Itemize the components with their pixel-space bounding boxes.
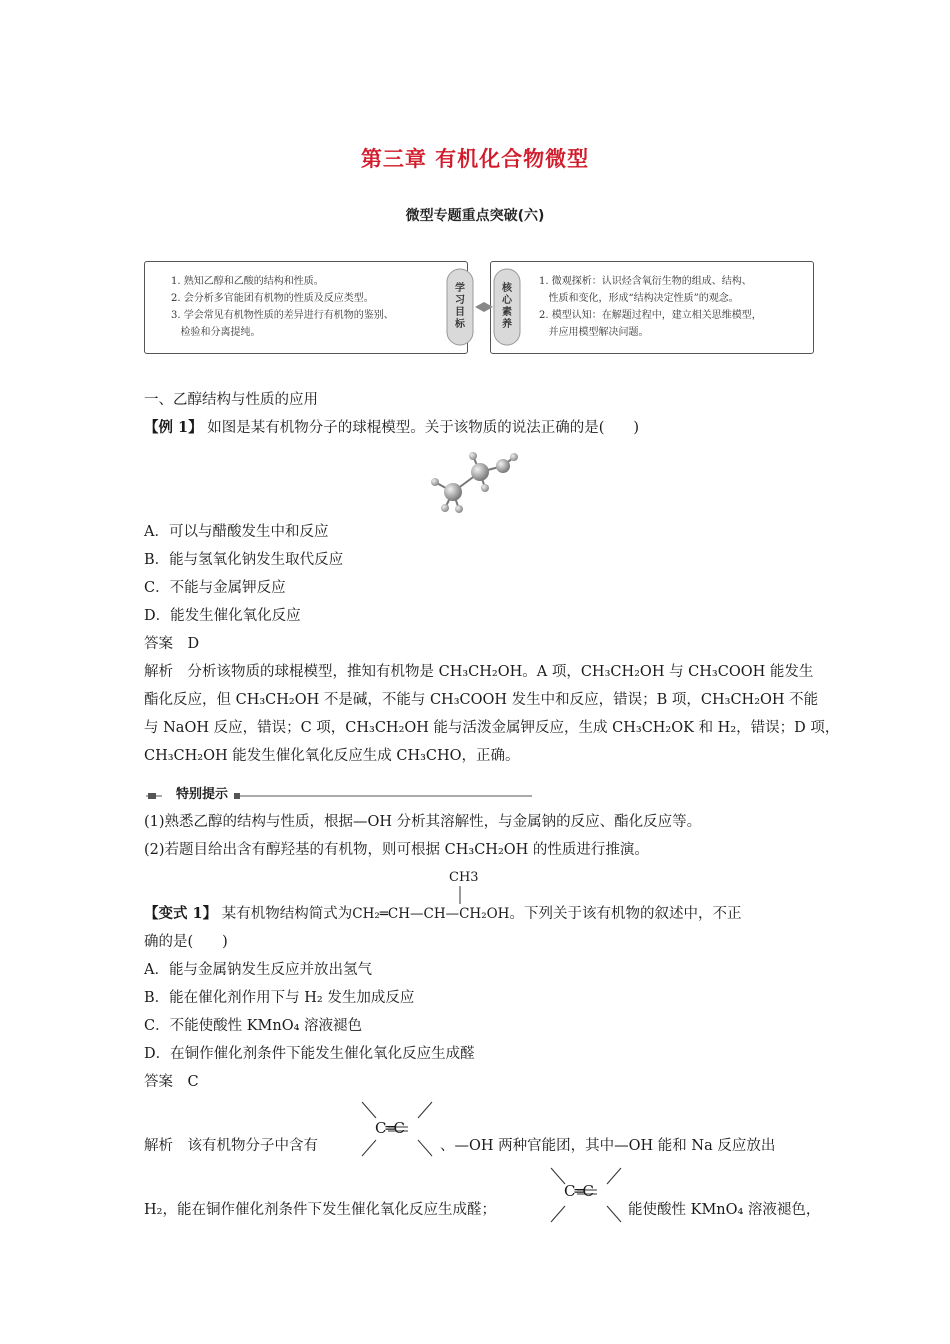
chapter-title: 第三章 有机化合物微型 xyxy=(360,147,590,171)
formula-bond xyxy=(457,886,463,904)
tip-line: (1)熟悉乙醇的结构与性质，根据—OH 分析其溶解性，与金属钠的反应、酯化反应等。 xyxy=(144,814,702,830)
cc-label: C═C xyxy=(375,1119,404,1137)
variant-option-d: D．在铜作催化剂条件下能发生催化氧化反应生成醛 xyxy=(144,1046,475,1062)
analysis-line: CH₃CH₂OH 能发生催化氧化反应生成 CH₃CHO，正确。 xyxy=(144,748,520,764)
example-text: 如图是某有机物分子的球棍模型。关于该物质的说法正确的是( ) xyxy=(207,420,640,436)
goal-item: 1. 熟知乙醇和乙酸的结构和性质。 xyxy=(171,276,324,287)
variant-question-line2: 确的是( ) xyxy=(144,934,228,950)
section-heading: 一、乙醇结构与性质的应用 xyxy=(144,392,318,408)
literacy-item: 并应用模型解决问题。 xyxy=(539,327,649,338)
option-c: C．不能与金属钾反应 xyxy=(144,580,286,596)
tip-line: (2)若题目给出含有醇羟基的有机物，则可根据 CH₃CH₂OH 的性质进行推演。 xyxy=(144,842,649,858)
learning-goals-tab: 学习目标 xyxy=(455,283,465,330)
learning-goals-box xyxy=(144,261,468,354)
variant-text-after: 。下列关于该有机物的叙述中，不正 xyxy=(509,906,742,922)
goal-item: 3. 学会常见有机物性质的差异进行有机物的鉴别、 xyxy=(171,310,394,321)
variant-option-b: B．能在催化剂作用下与 H₂ 发生加成反应 xyxy=(144,990,415,1006)
analysis-line: 与 NaOH 反应，错误；C 项，CH₃CH₂OH 能与活泼金属钾反应，生成 CH₃CH₂OK 和 H₂，错误；D 项， xyxy=(144,720,840,736)
variant-analysis-line: 、—OH 两种官能团，其中—OH 能和 Na 反应放出 xyxy=(440,1138,776,1154)
literacy-item: 2. 模型认知：在解题过程中，建立相关思维模型， xyxy=(539,310,762,321)
variant-analysis-line: 解析 该有机物分子中含有 xyxy=(144,1138,318,1154)
option-a: A．可以与醋酸发生中和反应 xyxy=(144,524,329,540)
variant-1-question xyxy=(144,904,741,924)
option-d: D．能发生催化氧化反应 xyxy=(144,608,301,624)
page-subtitle: 微型专题重点突破(六) xyxy=(405,208,545,224)
variant-option-a: A．能与金属钠发生反应并放出氢气 xyxy=(144,962,372,978)
variant-analysis-line: H₂，能在铜作催化剂条件下发生催化氧化反应生成醛； xyxy=(144,1202,496,1218)
variant-analysis-line: 能使酸性 KMnO₄ 溶液褪色， xyxy=(628,1202,821,1218)
analysis-line: 酯化反应，但 CH₃CH₂OH 不是碱，不能与 CH₃COOH 发生中和反应，错误；B 项，CH₃CH₂OH 不能 xyxy=(144,692,819,708)
option-b: B．能与氢氧化钠发生取代反应 xyxy=(144,552,344,568)
example-label: 【例 1】 xyxy=(144,419,203,436)
structural-formula: CH₂═CH—CH—CH₂OH xyxy=(352,906,510,922)
tip-title: 特别提示 xyxy=(176,787,229,802)
cc-label: C═C xyxy=(564,1182,593,1200)
example-1-question xyxy=(144,418,639,438)
goal-item: 2. 会分析多官能团有机物的性质及反应类型。 xyxy=(171,293,374,304)
answer: 答案 D xyxy=(144,636,200,652)
variant-text: 某有机物结构简式为 xyxy=(221,906,353,922)
ball-stick-model-image xyxy=(425,446,535,518)
literacy-item: 性质和变化，形成“结构决定性质”的观念。 xyxy=(539,293,739,304)
variant-answer: 答案 C xyxy=(144,1074,199,1090)
goal-item: 检验和分离提纯。 xyxy=(171,327,261,338)
core-literacy-box xyxy=(490,261,814,354)
variant-label: 【变式 1】 xyxy=(144,905,218,922)
core-literacy-tab: 核心素养 xyxy=(502,283,512,330)
variant-option-c: C．不能使酸性 KMnO₄ 溶液褪色 xyxy=(144,1018,363,1034)
literacy-item: 1. 微观探析：认识烃含氧衍生物的组成、结构、 xyxy=(539,276,752,287)
analysis-line: 解析 分析该物质的球棍模型，推知有机物是 CH₃CH₂OH。A 项，CH₃CH₂OH 与 CH₃COOH 能发生 xyxy=(144,664,814,680)
formula-ch3: CH3 xyxy=(449,870,479,885)
